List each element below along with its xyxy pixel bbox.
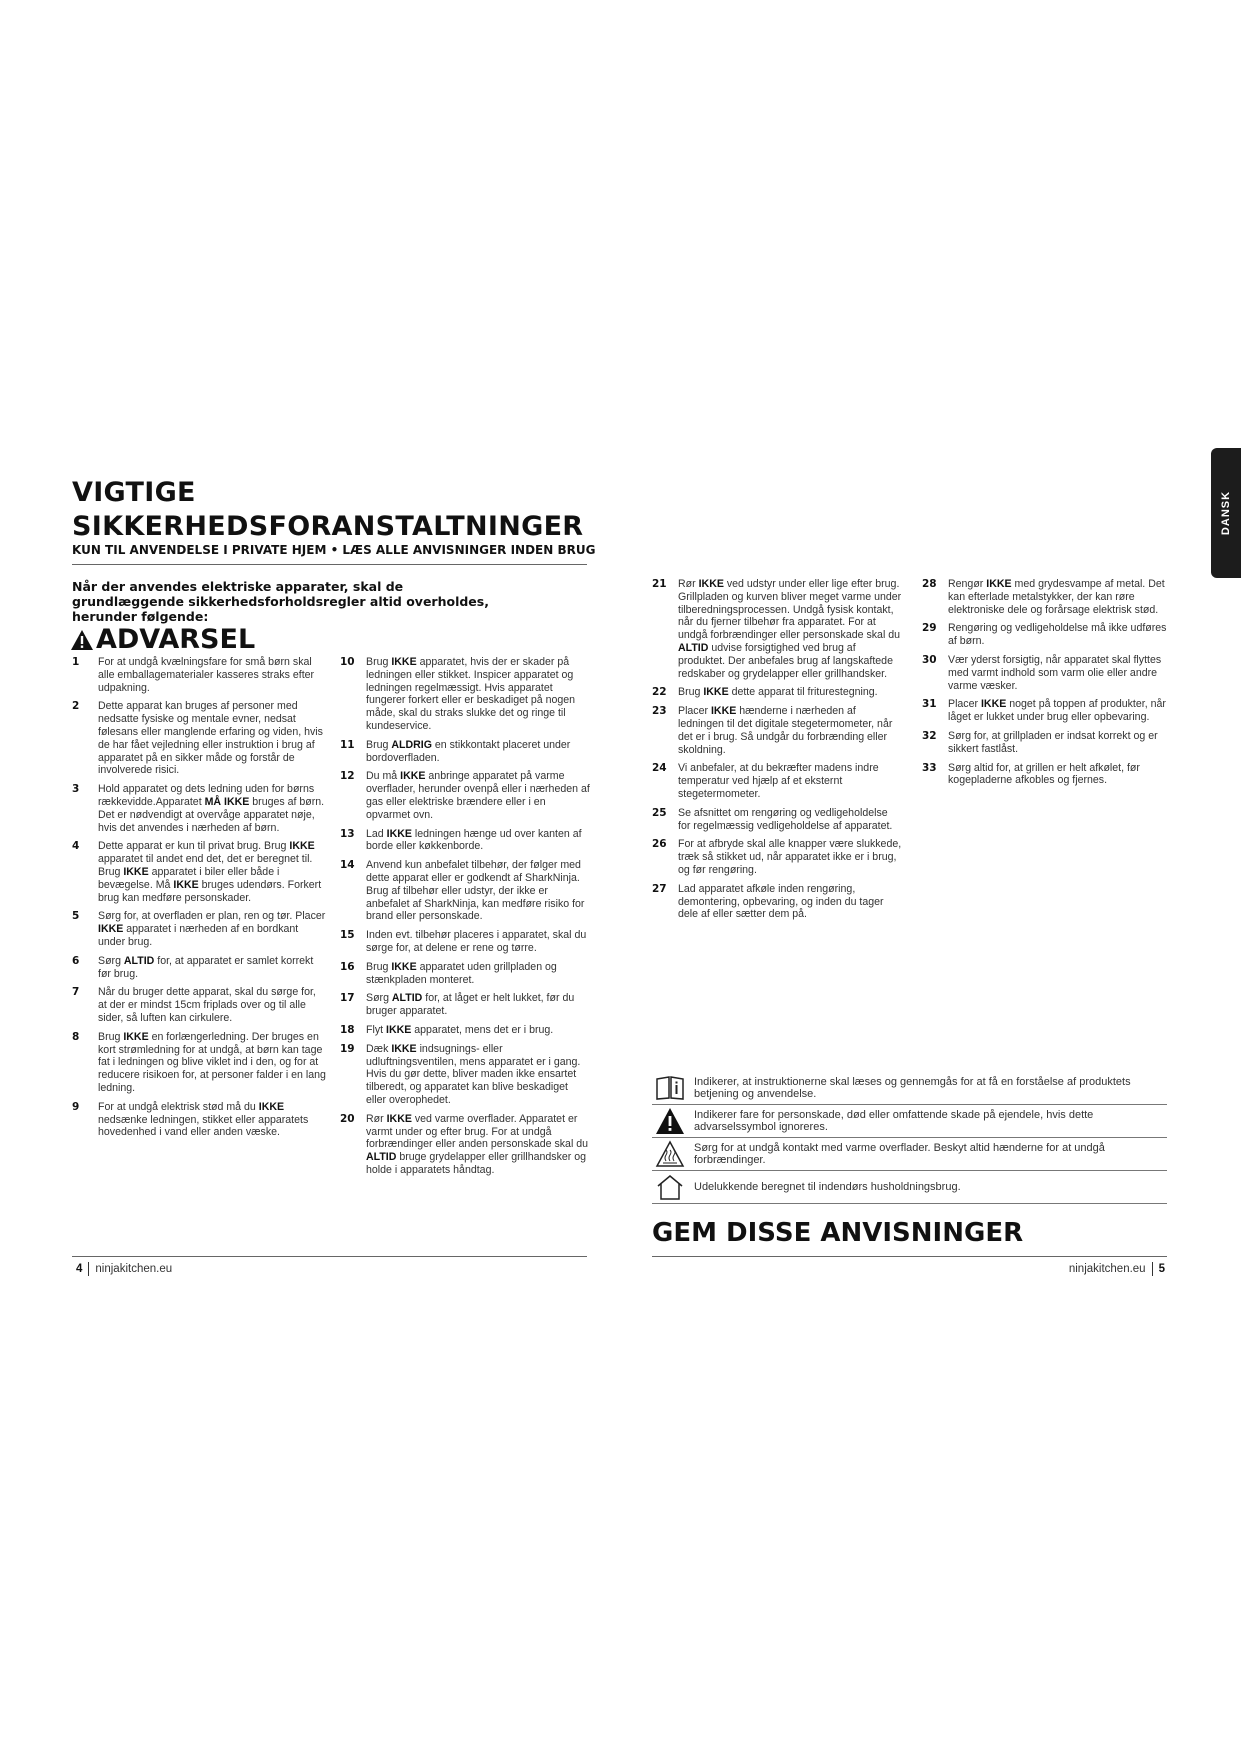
- item-text: Brug ALDRIG en stikkontakt placeret under bordoverfladen.: [366, 738, 571, 764]
- safety-item: [340, 992, 590, 1018]
- column-1: [72, 656, 327, 1145]
- item-number: 7: [72, 986, 80, 999]
- safety-item: [72, 656, 327, 694]
- item-number: 10: [340, 656, 355, 668]
- safety-item: [72, 910, 327, 948]
- safety-item: [922, 578, 1167, 616]
- title-line-1: VIGTIGE: [72, 477, 196, 508]
- item-number: 5: [72, 910, 80, 923]
- column-3: [652, 578, 902, 927]
- item-text: Sørg ALTID for, at apparatet er samlet korrekt før brug.: [98, 954, 314, 980]
- safety-item: [72, 1101, 327, 1139]
- item-text: Hold apparatet og dets ledning uden for børns rækkevidde.Apparatet MÅ IKKE bruges af børn. Det er nødvendigt at overvåge apparatet nøje, hvis det anvendes i nærheden af børn.: [98, 783, 325, 834]
- page-subtitle: KUN TIL ANVENDELSE I PRIVATE HJEM • LÆS ALLE ANVISNINGER INDEN BRUG: [72, 543, 596, 557]
- item-number: 18: [340, 1023, 355, 1036]
- item-text: Flyt IKKE apparatet, mens det er i brug.: [366, 1023, 554, 1036]
- warning-icon: [652, 1106, 688, 1136]
- footer-rule-right: [652, 1256, 1167, 1257]
- item-number: 12: [340, 770, 355, 783]
- footer-site-right: ninjakitchen.eu: [1068, 1263, 1146, 1276]
- page-title: [72, 476, 583, 544]
- item-text: For at afbryde skal alle knapper være slukkede, træk så stikket ud, når apparatet ikke er i brug, og før rengøring.: [678, 838, 902, 876]
- item-text: Dette apparat er kun til privat brug. Brug IKKE apparatet til andet end det, det er beregnet til. Brug IKKE apparatet i biler eller både i bevægelse. Må IKKE bruges udendørs. Forkert brug kan medføre personskader.: [98, 840, 322, 904]
- item-number: 2: [72, 700, 80, 713]
- item-number: 30: [922, 653, 937, 666]
- item-text: Lad IKKE ledningen hænge ud over kanten af borde eller køkkenborde.: [366, 827, 582, 853]
- safety-item: [340, 828, 590, 854]
- safety-item: [340, 961, 590, 987]
- item-text: Rør IKKE ved varme overflader. Apparatet er varmt under og efter brug. For at undgå forbrændinger eller anden personskade skal du ALTID bruge grydelapper eller grillhandsker og holde i apparatets håndtag.: [366, 1112, 589, 1176]
- page-number-left: 4: [76, 1263, 83, 1276]
- safety-item: [652, 705, 902, 756]
- safety-item: [652, 686, 902, 699]
- safety-item: [340, 1113, 590, 1177]
- safety-item: [340, 656, 590, 733]
- item-number: 13: [340, 827, 355, 840]
- safety-item: [652, 807, 902, 833]
- item-number: 23: [652, 705, 667, 718]
- safety-item: [652, 762, 902, 800]
- item-text: Sørg ALTID for, at låget er helt lukket, før du bruger apparatet.: [366, 992, 575, 1018]
- item-text: Brug IKKE en forlængerledning. Der bruges en kort strømledning for at undgå, at børn kan tage fat i ledningen og blive viklet ind i den, og for at reducere risikoen for, at personer falder i en lang ledning.: [98, 1030, 326, 1094]
- item-number: 27: [652, 882, 667, 895]
- item-text: Dette apparat kan bruges af personer med nedsatte fysiske og mentale evner, nedsat følesans eller manglende erfaring og viden, hvis de har fået vejledning eller instruktion i brug af apparatet på en sikker måde og forstår de involverede risici.: [98, 700, 323, 777]
- item-number: 17: [340, 992, 355, 1005]
- hot-surface-icon: [652, 1139, 688, 1169]
- safety-item: [340, 770, 590, 821]
- safety-item: [72, 1031, 327, 1095]
- footer-site-left: ninjakitchen.eu: [95, 1263, 173, 1276]
- footer-left: [76, 1262, 172, 1276]
- item-text: Brug IKKE apparatet uden grillpladen og stænkpladen monteret.: [366, 960, 557, 986]
- item-number: 1: [72, 656, 80, 668]
- column-2: [340, 656, 590, 1183]
- symbol-description: Indikerer fare for personskade, død eller omfattende skade på ejendele, hvis dette advarselssymbol ignoreres.: [694, 1108, 1094, 1133]
- item-number: 28: [922, 578, 937, 590]
- item-number: 11: [340, 738, 355, 751]
- item-text: For at undgå kvælningsfare for små børn skal alle emballagematerialer kasseres straks efter udpakning.: [98, 656, 315, 694]
- item-number: 29: [922, 622, 937, 635]
- item-number: 8: [72, 1030, 80, 1043]
- item-number: 6: [72, 954, 80, 967]
- item-text: Placer IKKE hænderne i nærheden af ledningen til det digitale stegetermometer, når det er i brug. Så undgår du forbrænding eller skoldning.: [678, 705, 893, 756]
- safety-item: [922, 622, 1167, 648]
- symbol-row: [652, 1105, 1167, 1138]
- item-number: 3: [72, 783, 80, 796]
- language-tab-label: DANSK: [1220, 490, 1232, 536]
- item-number: 21: [652, 578, 667, 590]
- safety-item: [72, 700, 327, 777]
- symbol-row: [652, 1171, 1167, 1204]
- house-icon: [652, 1172, 688, 1202]
- item-text: Anvend kun anbefalet tilbehør, der følger med dette apparat eller er godkendt af SharkNinja. Brug af tilbehør eller udstyr, der ikke er anbefalet af SharkNinja, kan medføre risiko for brand eller personskade.: [366, 859, 585, 923]
- safety-item: [340, 859, 590, 923]
- item-number: 32: [922, 729, 937, 742]
- symbol-description: Sørg for at undgå kontakt med varme overflader. Beskyt altid hænderne for at undgå forbrændinger.: [694, 1141, 1105, 1166]
- item-number: 19: [340, 1042, 355, 1055]
- safety-item: [72, 955, 327, 981]
- item-text: Se afsnittet om rengøring og vedligeholdelse for regelmæssig vedligeholdelse af apparatet.: [678, 806, 893, 832]
- footer-right: [1069, 1262, 1165, 1276]
- item-text: Brug IKKE dette apparat til friturestegning.: [678, 686, 878, 699]
- item-text: Rengør IKKE med grydesvampe af metal. Det kan efterlade metalstykker, der kan røre elektroniske dele og forårsage elektrisk stød.: [948, 578, 1165, 616]
- item-number: 15: [340, 929, 355, 942]
- symbol-row: [652, 1072, 1167, 1105]
- item-text: Rør IKKE ved udstyr under eller lige efter brug. Grillpladen og kurven bliver meget varme under tilberedningsprocessen. Undgå fysisk kontakt, når du fjerner tilbehør fra apparatet. For at undgå forbrændinger eller personskade skal du ALTID udvise forsigtighed ved brug af produktet. Der anbefales brug af langskaftede redskaber og grydelapper eller grillhandsker.: [678, 578, 902, 680]
- item-text: Dæk IKKE indsugnings- eller udluftningsventilen, mens apparatet er i gang. Hvis du gør dette, bliver maden ikke ensartet tilberedt, og apparatet kan blive beskadiget eller overophedet.: [366, 1042, 581, 1106]
- safety-item: [652, 838, 902, 876]
- item-text: Lad apparatet afkøle inden rengøring, demontering, opbevaring, og inden du tager dele af eller sætter dem på.: [678, 882, 884, 921]
- item-number: 31: [922, 698, 937, 711]
- symbol-row: [652, 1138, 1167, 1171]
- item-text: Rengøring og vedligeholdelse må ikke udføres af børn.: [948, 622, 1167, 648]
- safety-item: [72, 840, 327, 904]
- column-4: [922, 578, 1167, 793]
- symbol-description: Indikerer, at instruktionerne skal læses og gennemgås for at få en forståelse af produktets betjening og anvendelse.: [694, 1075, 1131, 1100]
- item-text: Brug IKKE apparatet, hvis der er skader på ledningen eller stikket. Inspicer apparatet og ledningen regelmæssigt. Hvis apparatet fungerer forkert eller er beskadiget på nogen måde, skal du straks slukke det og ringe til kundeservice.: [366, 656, 576, 732]
- item-number: 22: [652, 686, 667, 699]
- safety-item: [652, 883, 902, 921]
- page-number-right: 5: [1158, 1263, 1165, 1276]
- safety-item: [922, 762, 1167, 788]
- save-instructions-title: GEM DISSE ANVISNINGER: [652, 1218, 1024, 1248]
- warning-heading: [70, 624, 255, 655]
- safety-item: [72, 986, 327, 1024]
- warning-icon: [70, 629, 94, 651]
- item-text: Sørg for, at overfladen er plan, ren og tør. Placer IKKE apparatet i nærheden af en bordkant under brug.: [98, 910, 326, 948]
- item-text: Inden evt. tilbehør placeres i apparatet, skal du sørge for, at delene er rene og tørre.: [366, 929, 587, 954]
- intro-text: Når der anvendes elektriske apparater, skal de grundlæggende sikkerhedsforholdsregler altid overholdes, herunder følgende:: [72, 579, 489, 624]
- safety-item: [922, 730, 1167, 756]
- header-divider: [72, 564, 587, 565]
- book-icon: [652, 1073, 688, 1103]
- item-text: For at undgå elektrisk stød må du IKKE nedsænke ledningen, stikket eller apparatets hovedenhed i vand eller anden væske.: [98, 1100, 309, 1139]
- item-number: 20: [340, 1112, 355, 1125]
- symbol-description: Udelukkende beregnet til indendørs husholdningsbrug.: [694, 1180, 961, 1193]
- item-text: Du må IKKE anbringe apparatet på varme overflader, herunder ovenpå eller i nærheden af gas eller elektriske brændere eller i en opvarmet ovn.: [366, 770, 590, 821]
- language-tab: [1211, 448, 1241, 578]
- item-text: Vær yderst forsigtig, når apparatet skal flyttes med varmt indhold som varm olie eller andre varme væsker.: [948, 653, 1162, 692]
- item-number: 33: [922, 761, 937, 774]
- safety-item: [922, 698, 1167, 724]
- symbols-legend: [652, 1072, 1167, 1204]
- warning-title: ADVARSEL: [96, 624, 256, 655]
- item-number: 26: [652, 838, 667, 851]
- item-number: 16: [340, 960, 355, 973]
- safety-item: [922, 654, 1167, 692]
- safety-item: [340, 739, 590, 765]
- safety-item: [652, 578, 902, 680]
- safety-item: [340, 1024, 590, 1037]
- item-number: 14: [340, 859, 355, 872]
- title-line-2: SIKKERHEDSFORANSTALTNINGER: [72, 511, 584, 542]
- item-text: Når du bruger dette apparat, skal du sørge for, at der er mindst 15cm friplads over og til alle sider, så luften kan cirkulere.: [98, 986, 316, 1024]
- safety-item: [340, 929, 590, 955]
- item-text: Sørg for, at grillpladen er indsat korrekt og er sikkert fastlåst.: [948, 729, 1158, 755]
- item-number: 24: [652, 762, 667, 775]
- item-text: Sørg altid for, at grillen er helt afkølet, før kogepladerne afkobles og fjernes.: [948, 761, 1140, 787]
- safety-item: [340, 1043, 590, 1107]
- footer-rule-left: [72, 1256, 587, 1257]
- safety-item: [72, 783, 327, 834]
- item-text: Vi anbefaler, at du bekræfter madens indre temperatur ved hjælp af et eksternt stegetermometer.: [678, 762, 879, 800]
- item-text: Placer IKKE noget på toppen af produkter, når låget er lukket under brug eller opbevaring.: [948, 698, 1166, 724]
- item-number: 25: [652, 806, 667, 819]
- item-number: 9: [72, 1100, 80, 1113]
- item-number: 4: [72, 840, 80, 853]
